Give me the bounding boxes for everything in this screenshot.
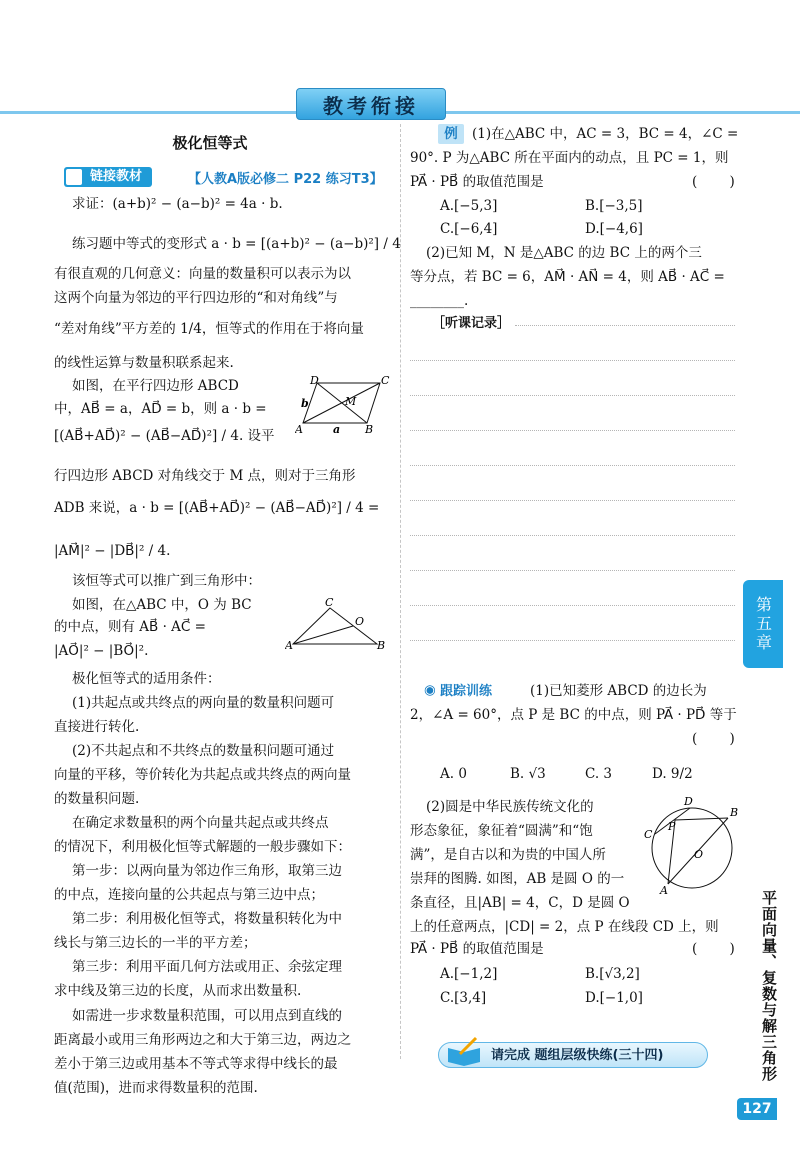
text-line: 第三步：利用平面几何方法或用正、余弦定理 xyxy=(72,959,342,975)
option: D.[−4,6] xyxy=(585,221,643,237)
book-pen-icon xyxy=(446,1036,482,1068)
option: A.[−1,2] xyxy=(440,966,498,982)
practice-link-button[interactable]: 请完成 题组层级快练(三十四) xyxy=(438,1042,708,1068)
follow-up-label: 跟踪训练 xyxy=(440,684,493,699)
chapter-title: 平面向量、复数与解三角形 xyxy=(760,890,778,1082)
text-line: 这两个向量为邻边的平行四边形的“和对角线”与 xyxy=(54,290,338,306)
text-line: (1)在△ABC 中，AC = 3，BC = 4，∠C = xyxy=(472,126,739,142)
parallelogram-figure xyxy=(295,375,395,435)
fig1-label: b xyxy=(301,397,309,410)
fig1-label: C xyxy=(381,375,390,387)
chapter-tab[interactable]: 第五章 xyxy=(743,580,783,668)
text-line: 条直径，且|AB| = 4，C，D 是圆 O xyxy=(410,895,630,911)
text-line: PA⃗ · PB⃗ 的取值范围是 xyxy=(410,941,544,957)
fig3-label: B xyxy=(730,806,739,819)
option: A.[−5,3] xyxy=(440,198,498,214)
fig1-label: D xyxy=(310,375,319,387)
fig3-label: D xyxy=(684,796,693,808)
text-line: 行四边形 ABCD 对角线交于 M 点，则对于三角形 xyxy=(54,468,356,484)
fig3-label: A xyxy=(660,884,668,896)
text-line: “差对角线”平方差的 1/4，恒等式的作用在于将向量 xyxy=(54,321,364,337)
text-line: 差小于第三边或用基本不等式等求得中线长的最 xyxy=(54,1056,338,1072)
text-line: 90°. P 为△ABC 所在平面内的动点，且 PC = 1，则 xyxy=(410,150,729,166)
option: C.[3,4] xyxy=(440,990,487,1006)
fig2-label: O xyxy=(355,615,365,628)
text-line: 值(范围)，进而求得数量积的范围. xyxy=(54,1080,258,1096)
fig3-label: C xyxy=(644,828,653,841)
fig3-label: O xyxy=(694,848,704,861)
fig1-label: B xyxy=(365,423,374,435)
text-line: 有很直观的几何意义：向量的数量积可以表示为以 xyxy=(54,266,351,282)
circle-figure xyxy=(640,796,740,896)
link-textbook-badge: 链接教材 xyxy=(64,167,152,187)
option: D.[−1,0] xyxy=(585,990,643,1006)
note-line xyxy=(410,535,735,536)
note-line xyxy=(410,605,735,606)
note-line xyxy=(410,500,735,501)
topic-title: 极化恒等式 xyxy=(172,134,248,152)
column-divider xyxy=(400,124,401,1059)
book-icon xyxy=(66,169,82,185)
text-line: 满”，是自古以和为贵的中国人所 xyxy=(410,847,606,863)
text-line: (2)已知 M，N 是△ABC 的边 BC 上的两个三 xyxy=(426,245,702,261)
option: B.[−3,5] xyxy=(585,198,643,214)
note-line xyxy=(515,325,735,326)
option: A. 0 xyxy=(440,766,467,782)
textbook-reference: 【人教A版必修二 P22 练习T3】 xyxy=(188,172,383,187)
text-line: 形态象征，象征着“圆满”和“饱 xyxy=(410,823,593,839)
text-line: 直接进行转化. xyxy=(54,719,140,735)
location-pin-icon: ◉ xyxy=(424,682,436,698)
text-line: 的数量积问题. xyxy=(54,791,140,807)
text-line: ________. xyxy=(410,293,469,309)
text-line: 线长与第三边长的一半的平方差； xyxy=(54,935,257,951)
text-line: (2)圆是中华民族传统文化的 xyxy=(426,799,594,815)
option: C. 3 xyxy=(585,766,613,782)
text-line: 的中点，则有 AB⃗ · AC⃗ = xyxy=(54,619,206,635)
note-line xyxy=(410,360,735,361)
fig1-label: a xyxy=(333,423,341,435)
text-line: (1)已知菱形 ABCD 的边长为 xyxy=(530,683,707,699)
text-line: 如图，在△ABC 中，O 为 BC xyxy=(72,597,252,613)
text-line: |AO⃗|² − |BO⃗|². xyxy=(54,643,149,659)
text-line: 崇拜的图腾. 如图，AB 是圆 O 的一 xyxy=(410,871,625,887)
text-line: 的情况下，利用极化恒等式解题的一般步骤如下： xyxy=(54,839,351,855)
fig2-label: B xyxy=(377,639,385,652)
answer-bracket: ( ) xyxy=(692,174,749,190)
text-line: 等分点，若 BC = 6，AM⃗ · AN⃗ = 4，则 AB⃗ · AC⃗ = xyxy=(410,269,725,285)
text-line: 练习题中等式的变形式 a · b = [(a+b)² − (a−b)²] / 4 xyxy=(72,236,401,252)
example-badge: 例 xyxy=(438,124,464,144)
text-line: (2)不共起点和不共终点的数量积问题可通过 xyxy=(72,743,335,759)
text-line: 极化恒等式的适用条件： xyxy=(72,671,221,687)
text-line: 该恒等式可以推广到三角形中： xyxy=(72,573,261,589)
text-line: |AM⃗|² − |DB⃗|² / 4. xyxy=(54,543,171,559)
page-number: 127 xyxy=(737,1098,777,1120)
text-line: ADB 来说，a · b = [(AB⃗+AD⃗)² − (AB⃗−AD⃗)²] / 4 = xyxy=(54,500,380,516)
text-line: [(AB⃗+AD⃗)² − (AB⃗−AD⃗)²] / 4. 设平 xyxy=(54,428,275,444)
text-line: 的中点，连接向量的公共起点与第三边中点； xyxy=(54,887,324,903)
note-line xyxy=(410,465,735,466)
note-line xyxy=(410,430,735,431)
option: B. √3 xyxy=(510,766,546,782)
section-banner: 教考衔接 xyxy=(296,88,446,120)
fig2-label: A xyxy=(285,639,293,652)
note-line xyxy=(410,640,735,641)
fig2-label: C xyxy=(325,596,334,609)
triangle-figure xyxy=(285,596,385,652)
text-line: 上的任意两点，|CD| = 2，点 P 在线段 CD 上，则 xyxy=(410,919,719,935)
text-line: 第一步：以两向量为邻边作三角形，取第三边 xyxy=(72,863,342,879)
option: C.[−6,4] xyxy=(440,221,498,237)
text-line: 2，∠A = 60°，点 P 是 BC 的中点，则 PA⃗ · PD⃗ 等于 xyxy=(410,707,737,723)
text-line: 求中线及第三边的长度，从而求出数量积. xyxy=(54,983,302,999)
text-line: 中，AB⃗ = a，AD⃗ = b，则 a · b = xyxy=(54,401,267,417)
text-line: 距离最小或用三角形两边之和大于第三边，两边之 xyxy=(54,1032,351,1048)
answer-bracket: ( ) xyxy=(692,941,749,957)
text-line: 第二步：利用极化恒等式，将数量积转化为中 xyxy=(72,911,342,927)
fig1-label: M xyxy=(345,395,357,408)
text-line: 求证：(a+b)² − (a−b)² = 4a · b. xyxy=(72,196,283,212)
option: B.[√3,2] xyxy=(585,966,640,982)
answer-bracket: ( ) xyxy=(692,731,749,747)
note-line xyxy=(410,570,735,571)
text-line: PA⃗ · PB⃗ 的取值范围是 xyxy=(410,174,544,190)
fig3-label: P xyxy=(668,820,676,833)
text-line: 向量的平移，等价转化为共起点或共终点的两向量 xyxy=(54,767,351,783)
note-line xyxy=(410,395,735,396)
text-line: (1)共起点或共终点的两向量的数量积问题可 xyxy=(72,695,335,711)
text-line: 如图，在平行四边形 ABCD xyxy=(72,378,239,394)
fig1-label: A xyxy=(295,423,303,435)
notes-title: ［听课记录］ xyxy=(432,316,511,331)
text-line: 如需进一步求数量积范围，可以用点到直线的 xyxy=(72,1008,342,1024)
text-line: 的线性运算与数量积联系起来. xyxy=(54,355,234,371)
option: D. 9/2 xyxy=(652,766,693,782)
text-line: 在确定求数量积的两个向量共起点或共终点 xyxy=(72,815,329,831)
